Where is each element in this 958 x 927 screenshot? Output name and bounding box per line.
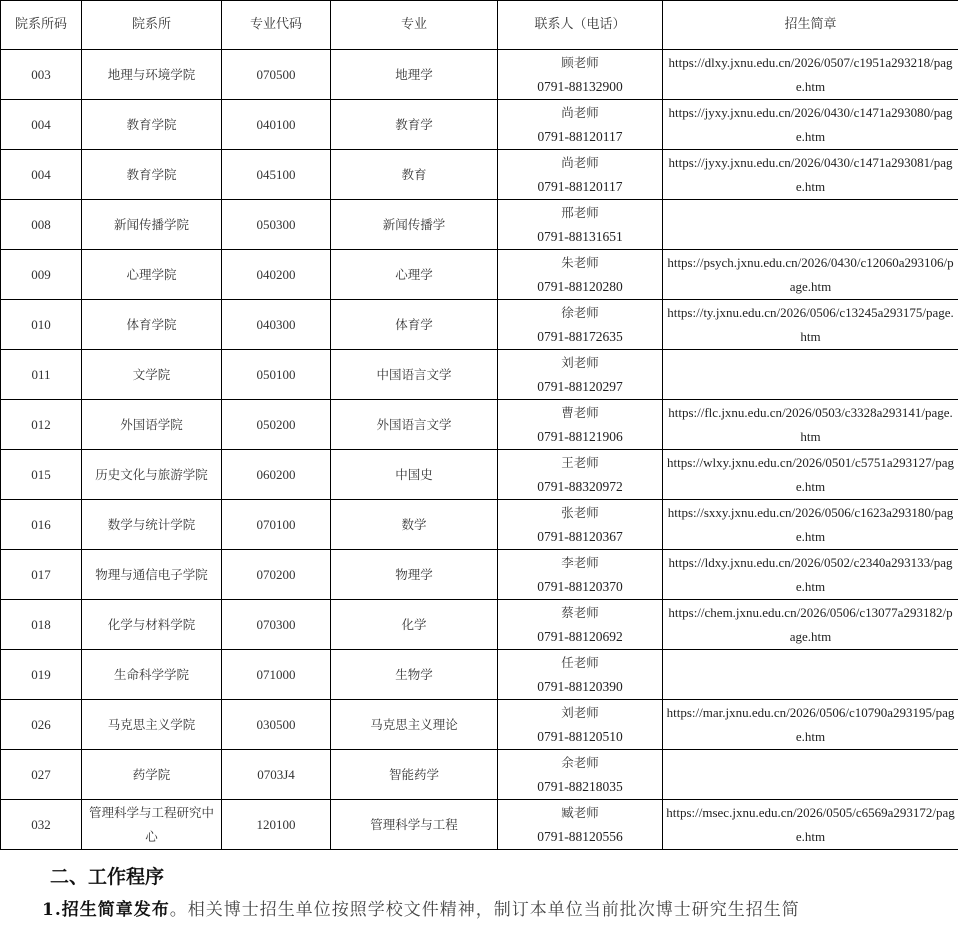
- contact-cell: [498, 450, 663, 500]
- brochure-link-cell[interactable]: https://chem.jxnu.edu.cn/2026/0506/c13077a293182/page.htm: [663, 600, 958, 650]
- major-code-cell: 050300: [222, 200, 331, 250]
- dept-no-cell: 012: [1, 400, 82, 450]
- major-code-cell: 070300: [222, 600, 331, 650]
- brochure-link-cell[interactable]: https://jyxy.jxnu.edu.cn/2026/0430/c1471a293080/page.htm: [663, 100, 958, 150]
- contact-name: 张老师: [561, 504, 599, 520]
- contact-phone: 0791-88131651: [537, 228, 623, 244]
- major-code-cell: 050200: [222, 400, 331, 450]
- major-code-cell: 040100: [222, 100, 331, 150]
- major-cell: 智能药学: [331, 750, 498, 800]
- table-row: [1, 400, 958, 450]
- brochure-link-cell[interactable]: https://ldxy.jxnu.edu.cn/2026/0502/c2340a293133/page.htm: [663, 550, 958, 600]
- major-cell: 教育: [331, 150, 498, 200]
- dept-cell: 体育学院: [82, 300, 222, 350]
- dept-no-cell: 011: [1, 350, 82, 400]
- contact-cell: [498, 700, 663, 750]
- major-cell: 中国语言文学: [331, 350, 498, 400]
- header-brochure: 招生简章: [663, 1, 958, 50]
- contact-name: 尚老师: [561, 154, 599, 170]
- major-cell: 数学: [331, 500, 498, 550]
- table-row: [1, 700, 958, 750]
- brochure-link-cell: [663, 650, 958, 700]
- contact-phone: 0791-88121906: [537, 428, 623, 444]
- header-dept-no: 院系所码: [1, 1, 82, 50]
- table-row: [1, 750, 958, 800]
- contact-cell: [498, 350, 663, 400]
- major-cell: 化学: [331, 600, 498, 650]
- major-cell: 体育学: [331, 300, 498, 350]
- contact-name: 朱老师: [561, 254, 599, 270]
- contact-name: 余老师: [561, 754, 599, 770]
- dept-no-cell: 027: [1, 750, 82, 800]
- contact-name: 蔡老师: [561, 604, 599, 620]
- header-contact: 联系人（电话）: [498, 1, 663, 50]
- contact-name: 任老师: [561, 654, 599, 670]
- major-code-cell: 040300: [222, 300, 331, 350]
- table-header-row: [1, 1, 958, 50]
- table-row: [1, 450, 958, 500]
- contact-phone: 0791-88120117: [537, 128, 623, 144]
- major-cell: 物理学: [331, 550, 498, 600]
- dept-cell: 化学与材料学院: [82, 600, 222, 650]
- major-cell: 新闻传播学: [331, 200, 498, 250]
- major-cell: 外国语言文学: [331, 400, 498, 450]
- item-label: 1.招生简章发布: [42, 900, 170, 920]
- header-major: 专业: [331, 1, 498, 50]
- major-cell: 教育学: [331, 100, 498, 150]
- contact-name: 顾老师: [561, 54, 599, 70]
- contact-name: 尚老师: [561, 104, 599, 120]
- dept-cell: 教育学院: [82, 150, 222, 200]
- major-code-cell: 070100: [222, 500, 331, 550]
- major-code-cell: 071000: [222, 650, 331, 700]
- contact-phone: 0791-88120556: [537, 828, 623, 844]
- contact-cell: [498, 100, 663, 150]
- contact-cell: [498, 550, 663, 600]
- contact-phone: 0791-88172635: [537, 328, 623, 344]
- contact-cell: [498, 300, 663, 350]
- item-text: 。相关博士招生单位按照学校文件精神，制订本单位当前批次博士研究生招生简: [169, 900, 800, 920]
- dept-cell: 数学与统计学院: [82, 500, 222, 550]
- major-cell: 生物学: [331, 650, 498, 700]
- contact-phone: 0791-88132900: [537, 78, 623, 94]
- contact-phone: 0791-88120692: [537, 628, 623, 644]
- dept-cell: 地理与环境学院: [82, 50, 222, 100]
- major-code-cell: 060200: [222, 450, 331, 500]
- brochure-link-cell[interactable]: https://wlxy.jxnu.edu.cn/2026/0501/c5751a293127/page.htm: [663, 450, 958, 500]
- dept-no-cell: 009: [1, 250, 82, 300]
- table-row: [1, 100, 958, 150]
- major-code-cell: 070500: [222, 50, 331, 100]
- table-row: [1, 800, 958, 850]
- brochure-link-cell[interactable]: https://flc.jxnu.edu.cn/2026/0503/c3328a293141/page.htm: [663, 400, 958, 450]
- contact-cell: [498, 750, 663, 800]
- table-row: [1, 500, 958, 550]
- brochure-link-cell[interactable]: https://mar.jxnu.edu.cn/2026/0506/c10790a293195/page.htm: [663, 700, 958, 750]
- contact-cell: [498, 400, 663, 450]
- contact-phone: 0791-88120117: [537, 178, 623, 194]
- major-code-cell: 0703J4: [222, 750, 331, 800]
- contact-name: 刘老师: [561, 354, 599, 370]
- major-code-cell: 030500: [222, 700, 331, 750]
- major-cell: 心理学: [331, 250, 498, 300]
- dept-no-cell: 016: [1, 500, 82, 550]
- header-dept: 院系所: [82, 1, 222, 50]
- contact-phone: 0791-88120390: [537, 678, 623, 694]
- dept-no-cell: 015: [1, 450, 82, 500]
- dept-no-cell: 017: [1, 550, 82, 600]
- dept-cell: 教育学院: [82, 100, 222, 150]
- table-row: [1, 300, 958, 350]
- major-code-cell: 120100: [222, 800, 331, 850]
- contact-name: 刘老师: [561, 704, 599, 720]
- dept-cell: 管理科学与工程研究中心: [82, 800, 222, 850]
- major-cell: 管理科学与工程: [331, 800, 498, 850]
- dept-no-cell: 026: [1, 700, 82, 750]
- major-code-cell: 050100: [222, 350, 331, 400]
- section-heading: 二、工作程序: [50, 866, 165, 888]
- dept-cell: 生命科学学院: [82, 650, 222, 700]
- dept-no-cell: 032: [1, 800, 82, 850]
- dept-cell: 外国语学院: [82, 400, 222, 450]
- brochure-link-cell[interactable]: https://psych.jxnu.edu.cn/2026/0430/c12060a293106/page.htm: [663, 250, 958, 300]
- table-row: [1, 250, 958, 300]
- table-row: [1, 550, 958, 600]
- dept-no-cell: 019: [1, 650, 82, 700]
- contact-phone: 0791-88218035: [537, 778, 623, 794]
- contact-cell: [498, 150, 663, 200]
- section-paragraph: [42, 896, 800, 924]
- contact-phone: 0791-88120510: [537, 728, 623, 744]
- dept-cell: 心理学院: [82, 250, 222, 300]
- contact-phone: 0791-88320972: [537, 478, 623, 494]
- table-row: [1, 200, 958, 250]
- brochure-link-cell[interactable]: https://dlxy.jxnu.edu.cn/2026/0507/c1951a293218/page.htm: [663, 50, 958, 100]
- table-row: [1, 350, 958, 400]
- brochure-link-cell[interactable]: https://msec.jxnu.edu.cn/2026/0505/c6569a293172/page.htm: [663, 800, 958, 850]
- dept-cell: 历史文化与旅游学院: [82, 450, 222, 500]
- contact-cell: [498, 500, 663, 550]
- contact-cell: [498, 250, 663, 300]
- brochure-link-cell: [663, 750, 958, 800]
- dept-cell: 新闻传播学院: [82, 200, 222, 250]
- contact-phone: 0791-88120367: [537, 528, 623, 544]
- dept-cell: 药学院: [82, 750, 222, 800]
- dept-cell: 物理与通信电子学院: [82, 550, 222, 600]
- dept-no-cell: 004: [1, 100, 82, 150]
- brochure-link-cell: [663, 350, 958, 400]
- dept-no-cell: 018: [1, 600, 82, 650]
- table-row: [1, 150, 958, 200]
- table-row: [1, 600, 958, 650]
- contact-name: 李老师: [561, 554, 599, 570]
- contact-name: 徐老师: [561, 304, 599, 320]
- contact-cell: [498, 650, 663, 700]
- brochure-link-cell: [663, 200, 958, 250]
- contact-name: 臧老师: [561, 804, 599, 820]
- major-code-cell: 045100: [222, 150, 331, 200]
- dept-no-cell: 008: [1, 200, 82, 250]
- brochure-link-cell[interactable]: https://ty.jxnu.edu.cn/2026/0506/c13245a293175/page.htm: [663, 300, 958, 350]
- table-row: [1, 650, 958, 700]
- major-cell: 中国史: [331, 450, 498, 500]
- table-row: [1, 50, 958, 100]
- dept-cell: 文学院: [82, 350, 222, 400]
- major-cell: 马克思主义理论: [331, 700, 498, 750]
- brochure-link-cell[interactable]: https://sxxy.jxnu.edu.cn/2026/0506/c1623a293180/page.htm: [663, 500, 958, 550]
- dept-no-cell: 010: [1, 300, 82, 350]
- header-major-code: 专业代码: [222, 1, 331, 50]
- contact-phone: 0791-88120280: [537, 278, 623, 294]
- dept-no-cell: 003: [1, 50, 82, 100]
- dept-cell: 马克思主义学院: [82, 700, 222, 750]
- contact-cell: [498, 600, 663, 650]
- contact-name: 邢老师: [561, 204, 599, 220]
- contact-phone: 0791-88120297: [537, 378, 623, 394]
- contact-cell: [498, 50, 663, 100]
- brochure-link-cell[interactable]: https://jyxy.jxnu.edu.cn/2026/0430/c1471a293081/page.htm: [663, 150, 958, 200]
- contact-name: 曹老师: [561, 404, 599, 420]
- major-code-cell: 040200: [222, 250, 331, 300]
- table-body: [1, 50, 958, 850]
- dept-no-cell: 004: [1, 150, 82, 200]
- contact-cell: [498, 800, 663, 850]
- contact-cell: [498, 200, 663, 250]
- major-code-cell: 070200: [222, 550, 331, 600]
- contact-name: 王老师: [561, 454, 599, 470]
- contact-phone: 0791-88120370: [537, 578, 623, 594]
- major-cell: 地理学: [331, 50, 498, 100]
